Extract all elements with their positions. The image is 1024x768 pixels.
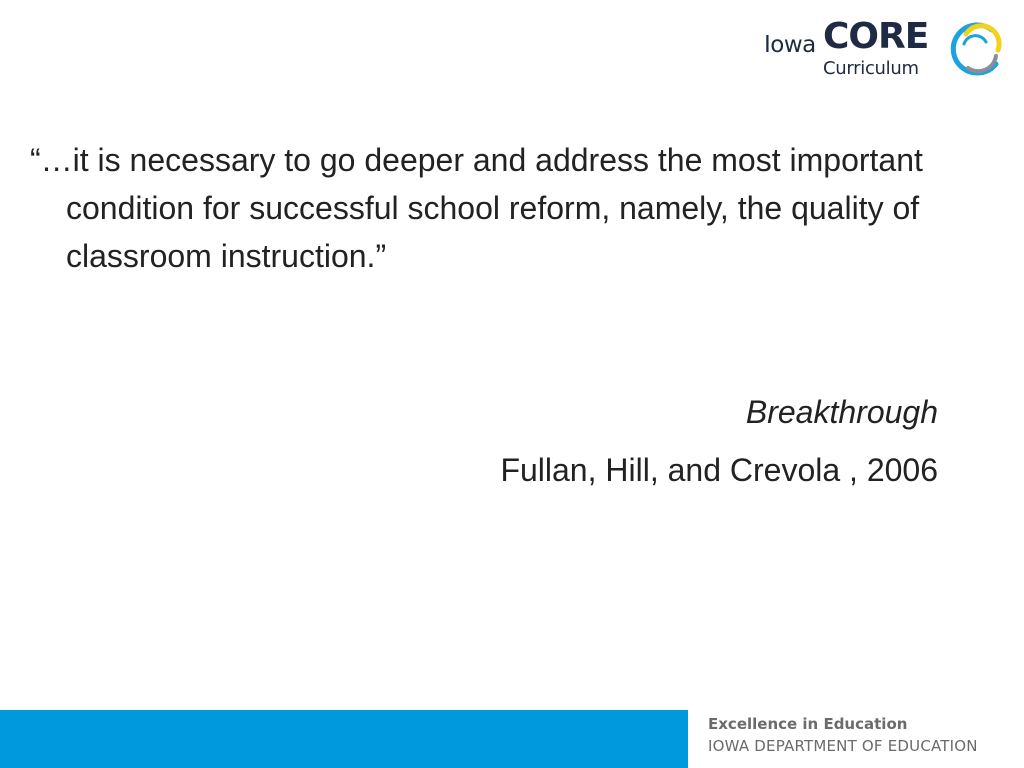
footer-text	[708, 713, 1018, 757]
logo-curriculum-text: Curriculum	[823, 58, 919, 79]
logo-iowa-text: Iowa	[764, 32, 816, 58]
logo-core-text: CORE	[823, 16, 929, 57]
iowa-core-curriculum-logo	[764, 18, 1009, 88]
footer-department: IOWA DEPARTMENT OF EDUCATION	[708, 737, 978, 755]
footer-blue-bar	[0, 710, 688, 768]
quote-text: “…it is necessary to go deeper and address the most important condition for successful school reform, namely, the quality of classroom instruction.”	[30, 142, 923, 274]
source-title: Breakthrough	[745, 394, 938, 430]
footer-tagline: Excellence in Education	[708, 715, 908, 733]
circular-swirl-logo-icon	[946, 20, 1004, 80]
source-authors: Fullan, Hill, and Crevola , 2006	[500, 452, 938, 488]
